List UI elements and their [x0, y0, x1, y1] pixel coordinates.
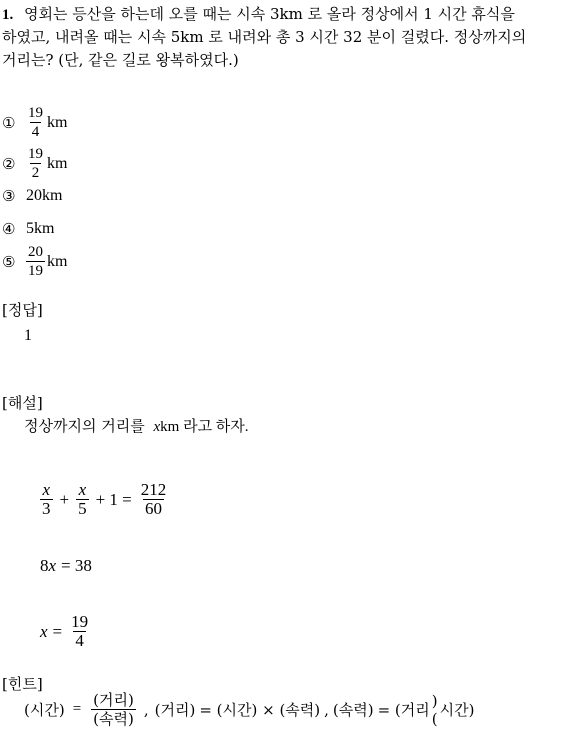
equation-3: x = $\frac{19}{4}$ [40, 612, 89, 650]
option-2[interactable] [2, 145, 67, 182]
option-unit: km [47, 154, 68, 172]
option-marker: ⑤ [2, 252, 16, 271]
question-text-1: 영회는 등산을 하는데 오를 때는 시속 3km 로 올라 정상에서 1 시간 휴식을 [24, 5, 515, 23]
option-marker: ③ [2, 187, 16, 205]
equation-2: 8 x = 38 [40, 556, 92, 575]
option-unit: km [47, 252, 68, 270]
question-line-1 [2, 4, 515, 25]
question-text-3: 거리는? (단, 같은 길로 왕복하였다.) [2, 51, 239, 69]
option-marker: ② [2, 154, 16, 173]
question-number: 1. [2, 7, 14, 23]
option-fraction: $\frac{20}{19}$ [28, 244, 43, 279]
explanation-intro: 정상까지의 거리를 xkm 라고 하자. [24, 417, 249, 435]
option-marker: ④ [2, 220, 16, 238]
question-text-2: 하였고, 내려올 때는 시속 5km 로 내려와 총 3 시간 32 분이 걸렸다. 정상까지의 [2, 28, 527, 46]
option-text: 20km [26, 187, 63, 204]
option-1[interactable] [2, 104, 67, 141]
hint-formula: (시간) = $\frac{\text{(거리)}}{\text{(속력)}}$ , (거리) = (시간) × (속력) , (속력) = (거리 ) ( 시간) [24, 691, 475, 728]
option-marker: ① [2, 113, 16, 132]
option-5[interactable] [2, 243, 67, 280]
answer-value: 1 [24, 327, 32, 344]
option-text: 5km [26, 220, 55, 237]
option-fraction: $\frac{19}{4}$ [28, 105, 43, 140]
equation-1: $\frac{x}{3}$ + $\frac{x}{5}$ + 1 = $\frac{212}{60}$ [42, 480, 167, 518]
option-fraction: $\frac{19}{2}$ [28, 146, 43, 181]
option-3[interactable] [2, 187, 62, 205]
hint-label: [힌트] [2, 675, 43, 693]
explanation-label: [해설] [2, 394, 43, 412]
answer-label: [정답] [2, 301, 43, 319]
option-4[interactable] [2, 220, 54, 238]
option-unit: km [47, 113, 68, 131]
